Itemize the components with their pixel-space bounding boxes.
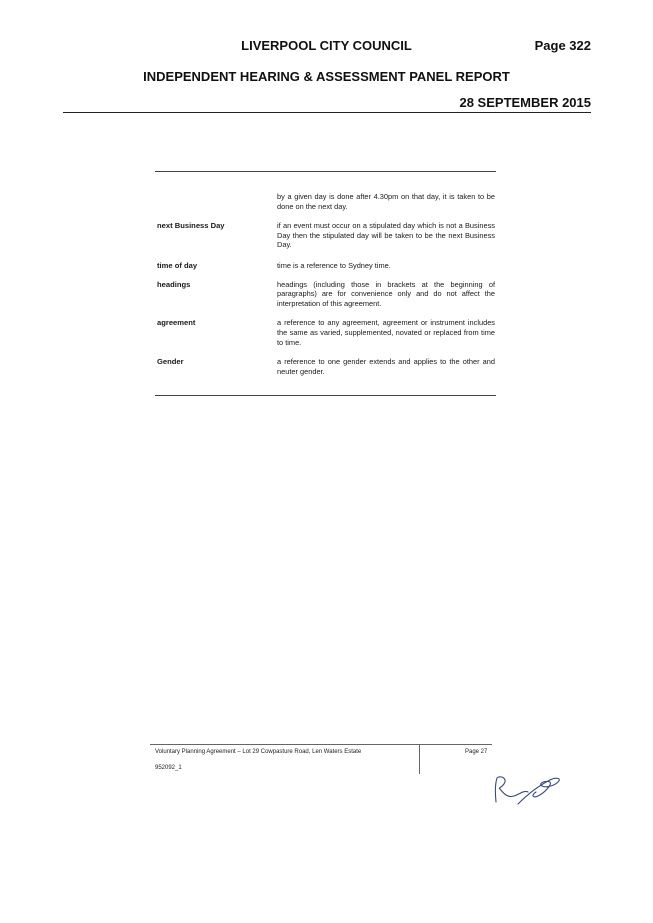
section-top-divider <box>155 171 496 172</box>
definition-term: time of day <box>157 260 198 270</box>
footer-document-reference: 952092_1 <box>155 765 182 771</box>
definition-text: a reference to any agreement, agreement or instrument includes the same as varied, supplemented, novated or replaced from time to time. <box>277 318 495 347</box>
definition-text: a reference to one gender extends and applies to the other and neuter gender. <box>277 357 495 376</box>
definition-row <box>157 318 497 347</box>
definition-term: agreement <box>157 318 196 328</box>
definition-term <box>157 192 277 211</box>
definition-row <box>157 221 497 250</box>
definition-term: Gender <box>157 357 184 367</box>
page-number: Page 322 <box>534 38 591 53</box>
definition-row <box>157 192 497 211</box>
handwritten-initials-icon <box>488 772 566 812</box>
definition-term: next Business Day <box>157 221 225 231</box>
definition-text: headings (including those in brackets at the beginning of paragraphs) are for convenience only and do not affect the interpretation of this agreement. <box>277 279 495 308</box>
definition-text: by a given day is done after 4.30pm on that day, it is taken to be done on the next day. <box>277 192 495 211</box>
footer-agreement-title: Voluntary Planning Agreement – Lot 29 Cowpasture Road, Len Waters Estate <box>155 749 362 755</box>
definitions-table <box>157 192 497 376</box>
footer-page-number: Page 27 <box>465 749 488 755</box>
report-title: INDEPENDENT HEARING & ASSESSMENT PANEL REPORT <box>143 69 510 84</box>
definition-row <box>157 280 497 309</box>
footer-divider <box>150 744 492 745</box>
definition-text: if an event must occur on a stipulated day which is not a Business Day then the stipulated day will be taken to be the next Business Day. <box>277 221 495 250</box>
section-bottom-divider <box>155 395 496 396</box>
header-divider <box>63 112 591 113</box>
footer-column-divider <box>419 744 420 774</box>
report-date: 28 SEPTEMBER 2015 <box>459 95 591 110</box>
definition-text: time is a reference to Sydney time. <box>277 260 391 270</box>
definition-row <box>157 357 497 376</box>
definition-row <box>157 261 497 271</box>
council-title: LIVERPOOL CITY COUNCIL <box>241 38 412 53</box>
definition-term: headings <box>157 279 191 289</box>
